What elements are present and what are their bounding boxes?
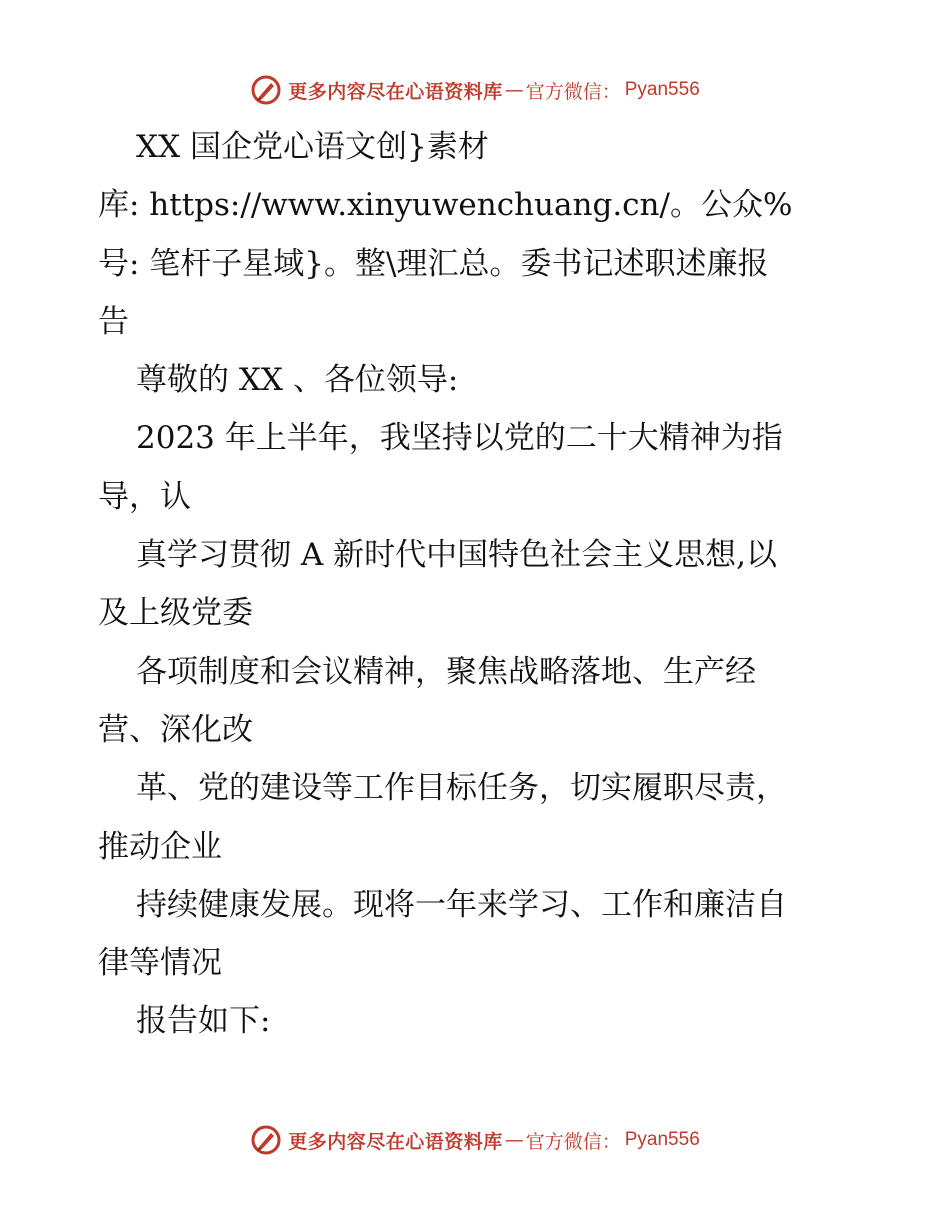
footer-wechat-label: 官方微信： xyxy=(525,1130,621,1153)
doc-line-9: 及上级党委 xyxy=(98,595,253,632)
doc-line-11: 营、深化改 xyxy=(98,711,253,748)
doc-line-15: 律等情况 xyxy=(98,945,222,982)
doc-line-7: 导，认 xyxy=(98,478,191,515)
doc-line-6: 2023 年上半年，我坚持以党的二十大精神为指 xyxy=(136,420,783,457)
doc-line-13: 推动企业 xyxy=(98,828,222,865)
footer-wechat-id: Pyan556 xyxy=(624,1129,700,1150)
header-wechat-label: 官方微信： xyxy=(525,80,621,103)
header-banner xyxy=(0,70,950,110)
doc-line-14: 持续健康发展。现将一年来学习、工作和廉洁自 xyxy=(136,886,787,923)
doc-line-5: 尊敬的 XX 、各位领导: xyxy=(136,362,459,399)
doc-line-10: 各项制度和会议精神，聚焦战略落地、生产经 xyxy=(136,653,756,690)
footer-banner xyxy=(0,1120,950,1160)
doc-line-8: 真学习贯彻 A 新时代中国特色社会主义思想,以 xyxy=(136,537,777,574)
doc-line-4: 告 xyxy=(98,303,129,340)
doc-line-16: 报告如下: xyxy=(136,1003,271,1040)
header-separator: — xyxy=(504,79,524,101)
doc-line-3: 号: 笔杆子星域}。整\理汇总。委书记述职述廉报 xyxy=(98,245,769,282)
doc-line-1: XX 国企党心语文创}素材 xyxy=(136,129,489,165)
footer-brand-text: 更多内容尽在心语资料库 xyxy=(288,1130,503,1153)
pen-logo-icon xyxy=(250,1124,282,1156)
pen-logo-icon xyxy=(250,74,282,106)
doc-line-2: 库: https://www.xinyuwenchuang.cn/。公众% xyxy=(98,187,793,224)
document-body xyxy=(98,118,858,1051)
header-wechat-id: Pyan556 xyxy=(624,79,700,100)
doc-line-12: 革、党的建设等工作目标任务，切实履职尽责， xyxy=(136,770,787,807)
footer-separator: — xyxy=(504,1129,524,1151)
header-brand-text: 更多内容尽在心语资料库 xyxy=(288,80,503,103)
